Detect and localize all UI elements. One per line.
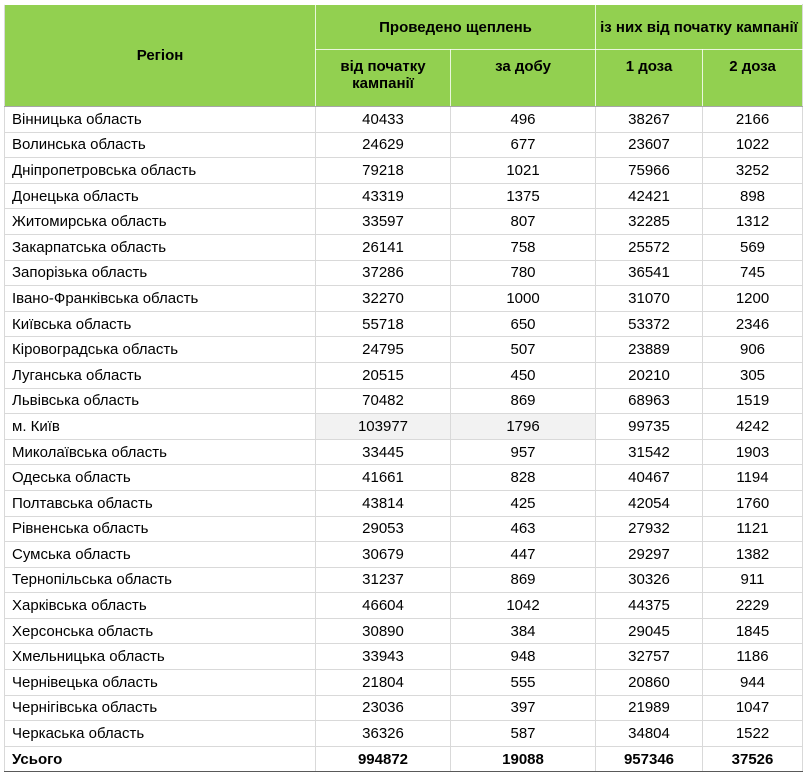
dose2-cell: 911: [703, 567, 803, 593]
region-cell: Херсонська область: [5, 618, 316, 644]
dose1-cell: 20860: [596, 670, 703, 696]
dose2-cell: 2346: [703, 311, 803, 337]
region-cell: Харківська область: [5, 593, 316, 619]
dose2-cell: 1186: [703, 644, 803, 670]
daily-cell: 496: [451, 107, 596, 133]
dose1-cell: 53372: [596, 311, 703, 337]
table-row: [5, 439, 803, 465]
table-body: [5, 107, 803, 772]
dose2-cell: 898: [703, 183, 803, 209]
daily-cell: 587: [451, 721, 596, 747]
dose2-cell: 2166: [703, 107, 803, 133]
since-start-cell: 37286: [316, 260, 451, 286]
since-start-cell: 79218: [316, 158, 451, 184]
table-row: [5, 670, 803, 696]
table-row: [5, 414, 803, 440]
dose2-cell: 1845: [703, 618, 803, 644]
dose2-cell: 3252: [703, 158, 803, 184]
daily-cell: 780: [451, 260, 596, 286]
header-col-daily: за добу: [451, 50, 596, 107]
dose1-cell: 27932: [596, 516, 703, 542]
dose2-cell: 1121: [703, 516, 803, 542]
since-start-cell: 30679: [316, 542, 451, 568]
region-cell: Львівська область: [5, 388, 316, 414]
region-cell: Кіровоградська область: [5, 337, 316, 363]
dose1-cell: 99735: [596, 414, 703, 440]
dose2-cell: 1194: [703, 465, 803, 491]
region-cell: Дніпропетровська область: [5, 158, 316, 184]
table-row: [5, 260, 803, 286]
region-cell: Запорізька область: [5, 260, 316, 286]
table-row: [5, 567, 803, 593]
dose1-cell: 32285: [596, 209, 703, 235]
table-row: [5, 183, 803, 209]
daily-cell: 450: [451, 362, 596, 388]
table-row: [5, 158, 803, 184]
daily-cell: 384: [451, 618, 596, 644]
table-row: [5, 234, 803, 260]
dose1-cell: 29045: [596, 618, 703, 644]
daily-cell: 948: [451, 644, 596, 670]
dose2-cell: 4242: [703, 414, 803, 440]
region-cell: Хмельницька область: [5, 644, 316, 670]
since-start-cell: 33445: [316, 439, 451, 465]
dose1-cell: 42421: [596, 183, 703, 209]
region-cell: Рівненська область: [5, 516, 316, 542]
dose1-cell: 31542: [596, 439, 703, 465]
since-start-cell: 24629: [316, 132, 451, 158]
since-start-cell: 33597: [316, 209, 451, 235]
table-row: [5, 695, 803, 721]
dose1-cell: 44375: [596, 593, 703, 619]
since-start-cell: 41661: [316, 465, 451, 491]
since-start-cell: 32270: [316, 286, 451, 312]
since-start-cell: 103977: [316, 414, 451, 440]
since-start-cell: 40433: [316, 107, 451, 133]
since-start-cell: 26141: [316, 234, 451, 260]
dose2-cell: 37526: [703, 746, 803, 772]
table-row: [5, 107, 803, 133]
region-cell: Івано-Франківська область: [5, 286, 316, 312]
region-cell: м. Київ: [5, 414, 316, 440]
dose1-cell: 957346: [596, 746, 703, 772]
since-start-cell: 24795: [316, 337, 451, 363]
region-cell: Вінницька область: [5, 107, 316, 133]
dose2-cell: 569: [703, 234, 803, 260]
header-group-row: [5, 5, 803, 50]
table-row: [5, 516, 803, 542]
daily-cell: 1796: [451, 414, 596, 440]
dose1-cell: 31070: [596, 286, 703, 312]
region-cell: Київська область: [5, 311, 316, 337]
since-start-cell: 23036: [316, 695, 451, 721]
since-start-cell: 21804: [316, 670, 451, 696]
daily-cell: 957: [451, 439, 596, 465]
region-cell: Волинська область: [5, 132, 316, 158]
dose1-cell: 23889: [596, 337, 703, 363]
dose1-cell: 23607: [596, 132, 703, 158]
region-cell: Закарпатська область: [5, 234, 316, 260]
region-cell: Миколаївська область: [5, 439, 316, 465]
dose1-cell: 30326: [596, 567, 703, 593]
daily-cell: 1000: [451, 286, 596, 312]
region-cell: Донецька область: [5, 183, 316, 209]
header-col-dose1: 1 доза: [596, 50, 703, 107]
since-start-cell: 70482: [316, 388, 451, 414]
region-cell: Черкаська область: [5, 721, 316, 747]
region-cell: Чернігівська область: [5, 695, 316, 721]
table-row: [5, 542, 803, 568]
daily-cell: 869: [451, 567, 596, 593]
since-start-cell: 30890: [316, 618, 451, 644]
region-cell: Тернопільська область: [5, 567, 316, 593]
since-start-cell: 36326: [316, 721, 451, 747]
since-start-cell: 31237: [316, 567, 451, 593]
dose1-cell: 38267: [596, 107, 703, 133]
region-cell: Усього: [5, 746, 316, 772]
daily-cell: 507: [451, 337, 596, 363]
daily-cell: 555: [451, 670, 596, 696]
table-row: [5, 362, 803, 388]
since-start-cell: 43814: [316, 490, 451, 516]
dose1-cell: 20210: [596, 362, 703, 388]
region-cell: Сумська область: [5, 542, 316, 568]
since-start-cell: 20515: [316, 362, 451, 388]
dose2-cell: 1903: [703, 439, 803, 465]
table-row: [5, 132, 803, 158]
daily-cell: 869: [451, 388, 596, 414]
since-start-cell: 33943: [316, 644, 451, 670]
dose2-cell: 1522: [703, 721, 803, 747]
region-cell: Чернівецька область: [5, 670, 316, 696]
dose2-cell: 745: [703, 260, 803, 286]
since-start-cell: 994872: [316, 746, 451, 772]
daily-cell: 1042: [451, 593, 596, 619]
table-row: [5, 286, 803, 312]
table-row: [5, 644, 803, 670]
dose1-cell: 34804: [596, 721, 703, 747]
daily-cell: 807: [451, 209, 596, 235]
dose2-cell: 305: [703, 362, 803, 388]
dose2-cell: 1519: [703, 388, 803, 414]
header-group-performed: Проведено щеплень: [316, 5, 596, 50]
table-row: [5, 490, 803, 516]
region-cell: Житомирська область: [5, 209, 316, 235]
daily-cell: 463: [451, 516, 596, 542]
dose1-cell: 40467: [596, 465, 703, 491]
region-cell: Луганська область: [5, 362, 316, 388]
since-start-cell: 46604: [316, 593, 451, 619]
daily-cell: 397: [451, 695, 596, 721]
table-row: [5, 388, 803, 414]
table-row: [5, 311, 803, 337]
daily-cell: 828: [451, 465, 596, 491]
table-row: [5, 465, 803, 491]
header-col-since-start: від початку кампанії: [316, 50, 451, 107]
table-row: [5, 721, 803, 747]
dose1-cell: 75966: [596, 158, 703, 184]
daily-cell: 650: [451, 311, 596, 337]
daily-cell: 447: [451, 542, 596, 568]
header-region: Регіон: [5, 5, 316, 107]
dose1-cell: 36541: [596, 260, 703, 286]
daily-cell: 677: [451, 132, 596, 158]
dose1-cell: 68963: [596, 388, 703, 414]
dose2-cell: 1200: [703, 286, 803, 312]
dose2-cell: 1312: [703, 209, 803, 235]
region-cell: Одеська область: [5, 465, 316, 491]
daily-cell: 1375: [451, 183, 596, 209]
dose2-cell: 2229: [703, 593, 803, 619]
daily-cell: 19088: [451, 746, 596, 772]
header-group-since-start: із них від початку кампанії: [596, 5, 803, 50]
vaccination-table: [4, 4, 803, 772]
since-start-cell: 43319: [316, 183, 451, 209]
dose2-cell: 1022: [703, 132, 803, 158]
table-row: [5, 337, 803, 363]
dose1-cell: 32757: [596, 644, 703, 670]
dose1-cell: 25572: [596, 234, 703, 260]
table-row: [5, 209, 803, 235]
dose2-cell: 1760: [703, 490, 803, 516]
daily-cell: 1021: [451, 158, 596, 184]
table-header: [5, 5, 803, 107]
region-cell: Полтавська область: [5, 490, 316, 516]
dose1-cell: 21989: [596, 695, 703, 721]
table-row: [5, 618, 803, 644]
table-row: [5, 593, 803, 619]
table-total-row: [5, 746, 803, 772]
vaccination-table-container: [4, 4, 803, 772]
dose2-cell: 906: [703, 337, 803, 363]
dose2-cell: 1047: [703, 695, 803, 721]
since-start-cell: 55718: [316, 311, 451, 337]
header-col-dose2: 2 доза: [703, 50, 803, 107]
since-start-cell: 29053: [316, 516, 451, 542]
dose2-cell: 944: [703, 670, 803, 696]
daily-cell: 425: [451, 490, 596, 516]
dose1-cell: 29297: [596, 542, 703, 568]
daily-cell: 758: [451, 234, 596, 260]
dose2-cell: 1382: [703, 542, 803, 568]
dose1-cell: 42054: [596, 490, 703, 516]
